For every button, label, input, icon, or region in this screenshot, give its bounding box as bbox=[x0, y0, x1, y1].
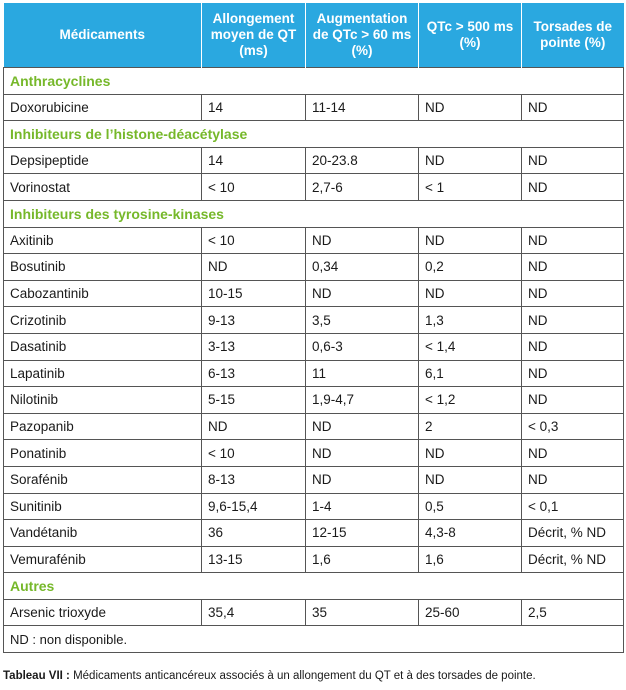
value-cell: 9-13 bbox=[202, 307, 306, 334]
value-cell: ND bbox=[522, 94, 624, 121]
value-cell: ND bbox=[522, 227, 624, 254]
footnote-row bbox=[4, 626, 624, 653]
table-row bbox=[4, 333, 624, 360]
value-cell: < 1,4 bbox=[419, 333, 522, 360]
value-cell: < 10 bbox=[202, 174, 306, 201]
table-row bbox=[4, 94, 624, 121]
drug-name-cell: Sorafénib bbox=[4, 466, 202, 493]
value-cell: Décrit, % ND bbox=[522, 520, 624, 547]
value-cell: 12-15 bbox=[306, 520, 419, 547]
section-row bbox=[4, 68, 624, 95]
value-cell: ND bbox=[522, 254, 624, 281]
table-row bbox=[4, 307, 624, 334]
header-row bbox=[4, 3, 624, 68]
drug-name-cell: Depsipeptide bbox=[4, 147, 202, 174]
table-row bbox=[4, 280, 624, 307]
value-cell: 1,3 bbox=[419, 307, 522, 334]
table-body bbox=[4, 68, 624, 653]
value-cell: 1,9-4,7 bbox=[306, 387, 419, 414]
value-cell: ND bbox=[419, 466, 522, 493]
drug-name-cell: Nilotinib bbox=[4, 387, 202, 414]
value-cell: 10-15 bbox=[202, 280, 306, 307]
value-cell: 0,34 bbox=[306, 254, 419, 281]
drug-name-cell: Lapatinib bbox=[4, 360, 202, 387]
value-cell: 35,4 bbox=[202, 599, 306, 626]
value-cell: < 0,1 bbox=[522, 493, 624, 520]
footnote: ND : non disponible. bbox=[4, 626, 624, 653]
value-cell: ND bbox=[522, 333, 624, 360]
value-cell: ND bbox=[306, 227, 419, 254]
value-cell: ND bbox=[522, 280, 624, 307]
table-row bbox=[4, 227, 624, 254]
value-cell: 36 bbox=[202, 520, 306, 547]
drug-name-cell: Vemurafénib bbox=[4, 546, 202, 573]
value-cell: < 10 bbox=[202, 227, 306, 254]
value-cell: < 1 bbox=[419, 174, 522, 201]
value-cell: ND bbox=[522, 147, 624, 174]
value-cell: ND bbox=[306, 440, 419, 467]
drug-name-cell: Cabozantinib bbox=[4, 280, 202, 307]
value-cell: ND bbox=[306, 413, 419, 440]
value-cell: Décrit, % ND bbox=[522, 546, 624, 573]
table-row bbox=[4, 147, 624, 174]
value-cell: < 1,2 bbox=[419, 387, 522, 414]
table-row bbox=[4, 360, 624, 387]
drug-name-cell: Vandétanib bbox=[4, 520, 202, 547]
header-augmentation-qtc: Augmentation de QTc > 60 ms (%) bbox=[306, 3, 419, 68]
table-row bbox=[4, 387, 624, 414]
section-title: Inhibiteurs de l’histone-déacétylase bbox=[4, 121, 624, 148]
table-row bbox=[4, 493, 624, 520]
value-cell: 1,6 bbox=[419, 546, 522, 573]
value-cell: 1-4 bbox=[306, 493, 419, 520]
value-cell: 2,5 bbox=[522, 599, 624, 626]
value-cell: ND bbox=[522, 466, 624, 493]
value-cell: ND bbox=[306, 466, 419, 493]
value-cell: ND bbox=[522, 174, 624, 201]
value-cell: 3,5 bbox=[306, 307, 419, 334]
value-cell: ND bbox=[419, 94, 522, 121]
drug-name-cell: Axitinib bbox=[4, 227, 202, 254]
drug-name-cell: Doxorubicine bbox=[4, 94, 202, 121]
section-row bbox=[4, 200, 624, 227]
section-title: Anthracyclines bbox=[4, 68, 624, 95]
value-cell: ND bbox=[522, 307, 624, 334]
drug-name-cell: Arsenic trioxyde bbox=[4, 599, 202, 626]
value-cell: 0,6-3 bbox=[306, 333, 419, 360]
value-cell: 25-60 bbox=[419, 599, 522, 626]
drug-name-cell: Sunitinib bbox=[4, 493, 202, 520]
value-cell: 0,2 bbox=[419, 254, 522, 281]
table-row bbox=[4, 466, 624, 493]
value-cell: ND bbox=[202, 413, 306, 440]
value-cell: 11 bbox=[306, 360, 419, 387]
table-caption bbox=[3, 670, 536, 682]
value-cell: 11-14 bbox=[306, 94, 419, 121]
caption-text: Médicaments anticancéreux associés à un allongement du QT et à des torsades de pointe. bbox=[69, 670, 536, 682]
drug-name-cell: Pazopanib bbox=[4, 413, 202, 440]
value-cell: ND bbox=[419, 440, 522, 467]
section-title: Autres bbox=[4, 573, 624, 600]
value-cell: 5-15 bbox=[202, 387, 306, 414]
drug-name-cell: Ponatinib bbox=[4, 440, 202, 467]
section-row bbox=[4, 121, 624, 148]
value-cell: 35 bbox=[306, 599, 419, 626]
drug-name-cell: Crizotinib bbox=[4, 307, 202, 334]
drug-name-cell: Dasatinib bbox=[4, 333, 202, 360]
value-cell: 14 bbox=[202, 94, 306, 121]
value-cell: 3-13 bbox=[202, 333, 306, 360]
value-cell: 4,3-8 bbox=[419, 520, 522, 547]
value-cell: ND bbox=[522, 440, 624, 467]
value-cell: ND bbox=[419, 280, 522, 307]
table-row bbox=[4, 413, 624, 440]
value-cell: 6-13 bbox=[202, 360, 306, 387]
value-cell: ND bbox=[522, 387, 624, 414]
value-cell: < 0,3 bbox=[522, 413, 624, 440]
value-cell: 14 bbox=[202, 147, 306, 174]
drug-name-cell: Bosutinib bbox=[4, 254, 202, 281]
drug-name-cell: Vorinostat bbox=[4, 174, 202, 201]
section-row bbox=[4, 573, 624, 600]
value-cell: ND bbox=[306, 280, 419, 307]
value-cell: < 10 bbox=[202, 440, 306, 467]
header-torsades: Torsades de pointe (%) bbox=[522, 3, 624, 68]
value-cell: 6,1 bbox=[419, 360, 522, 387]
table-row bbox=[4, 440, 624, 467]
table-row bbox=[4, 520, 624, 547]
caption-label: Tableau VII : bbox=[3, 670, 70, 682]
value-cell: 2,7-6 bbox=[306, 174, 419, 201]
value-cell: 0,5 bbox=[419, 493, 522, 520]
value-cell: ND bbox=[522, 360, 624, 387]
table-row bbox=[4, 254, 624, 281]
value-cell: 2 bbox=[419, 413, 522, 440]
value-cell: 1,6 bbox=[306, 546, 419, 573]
value-cell: ND bbox=[419, 227, 522, 254]
value-cell: 8-13 bbox=[202, 466, 306, 493]
section-title: Inhibiteurs des tyrosine-kinases bbox=[4, 200, 624, 227]
table-row bbox=[4, 599, 624, 626]
header-allongement-qt: Allongement moyen de QT (ms) bbox=[202, 3, 306, 68]
value-cell: ND bbox=[419, 147, 522, 174]
table-row bbox=[4, 546, 624, 573]
value-cell: 20-23.8 bbox=[306, 147, 419, 174]
header-medicaments: Médicaments bbox=[4, 3, 202, 68]
value-cell: 9,6-15,4 bbox=[202, 493, 306, 520]
value-cell: ND bbox=[202, 254, 306, 281]
header-qtc-500: QTc > 500 ms (%) bbox=[419, 3, 522, 68]
value-cell: 13-15 bbox=[202, 546, 306, 573]
qt-drugs-table bbox=[3, 3, 624, 653]
table-row bbox=[4, 174, 624, 201]
